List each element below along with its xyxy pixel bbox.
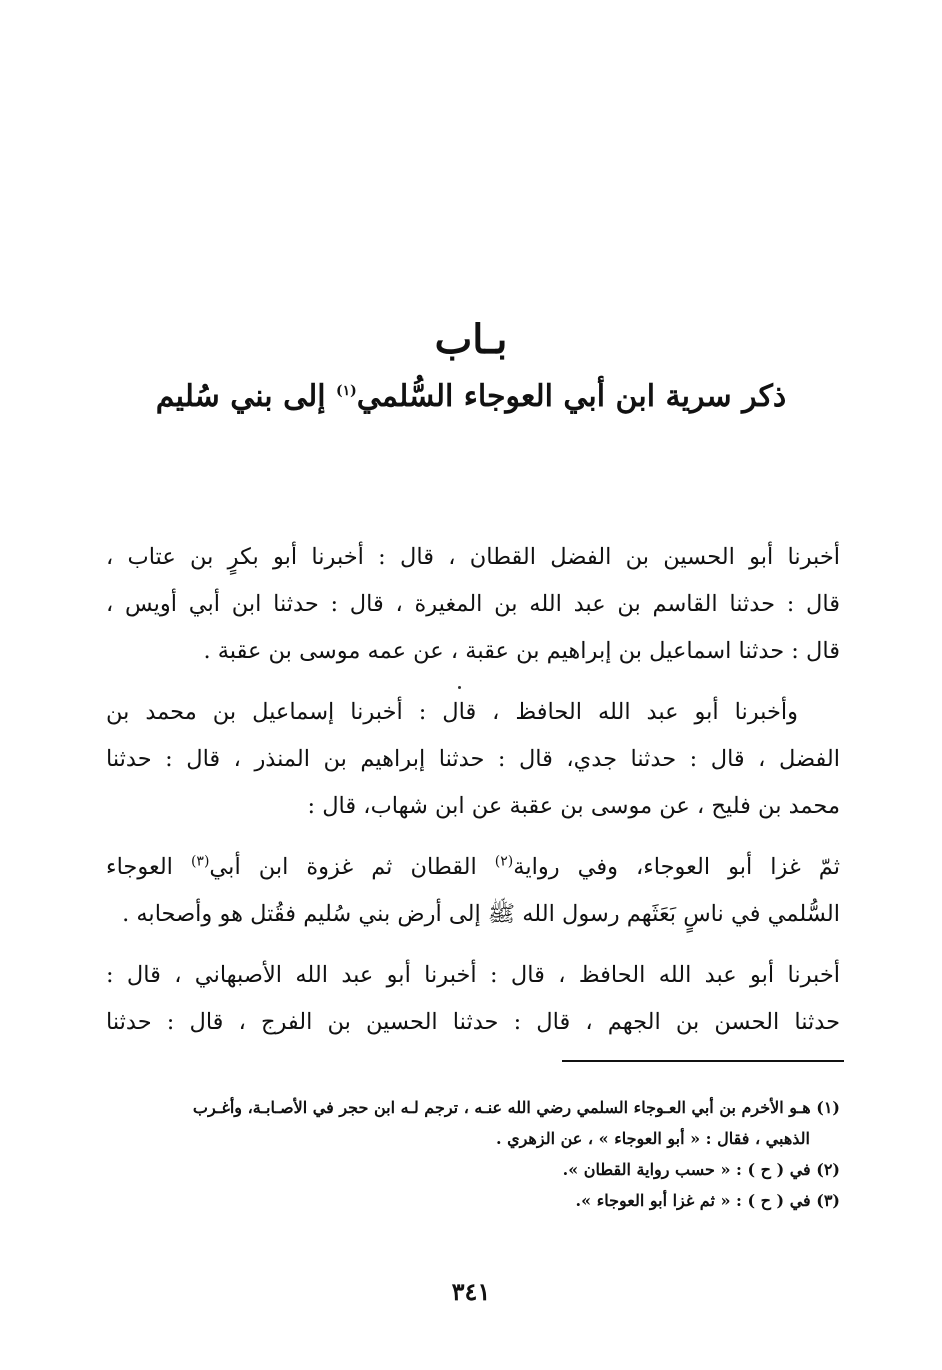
main-text — [106, 534, 840, 1060]
text-line: قال : حدثنا القاسم بن عبد الله بن المغيرة ، قال : حدثنا ابن أبي أويس ، — [106, 591, 840, 617]
footnote-ref-1[interactable]: (١) — [336, 383, 357, 399]
chapter-title — [100, 372, 842, 422]
chapter-title-text-end: إلى بني سُليم — [155, 379, 336, 414]
text-line: وأخبرنا أبو عبد الله الحافظ ، قال : أخبرنا إسماعيل بن محمد بن — [106, 699, 798, 725]
paragraph-2 — [106, 689, 840, 830]
ink-dot — [458, 686, 461, 689]
chapter-title-text-start: ذكر سرية ابن أبي العوجاء السُّلمي — [356, 379, 787, 414]
footnote-1-line-1: (١) هـو الأخرم بن أبي العـوجاء السلمي رضي الله عنـه ، ترجم لـه ابن حجر في الأصـابـة، وأغـرب — [192, 1098, 840, 1117]
footnote-2: (٢) في ( ح ) : « حسب رواية القطان ». — [562, 1160, 840, 1179]
text-segment: ثمّ غزا أبو العوجاء، وفي رواية — [513, 854, 840, 880]
footnote-1-line-2: الذهبي ، فقال : « أبو العوجاء » ، عن الزهري . — [495, 1129, 810, 1148]
text-line: الفضل ، قال : حدثنا جدي، قال : حدثنا إبراهيم بن المنذر ، قال : حدثنا — [106, 746, 840, 772]
footnote-ref-3[interactable]: (٣) — [190, 853, 210, 870]
chapter-label — [100, 312, 842, 368]
text-line: محمد بن فليح ، عن موسى بن عقبة عن ابن شهاب، قال : — [307, 793, 840, 819]
text-line — [106, 844, 840, 891]
text-line: حدثنا الحسن بن الجهم ، قال : حدثنا الحسين بن الفرج ، قال : حدثنا — [106, 1009, 840, 1035]
text-line: أخبرنا أبو الحسين بن الفضل القطان ، قال : أخبرنا أبو بكرٍ بن عتاب ، — [106, 544, 840, 570]
paragraph-3 — [106, 844, 840, 938]
footnotes — [106, 1092, 840, 1216]
paragraph-4 — [106, 952, 840, 1046]
text-segment: القطان ثم غزوة ابن أبي — [209, 854, 495, 880]
text-line: قال : حدثنا اسماعيل بن إبراهيم بن عقبة ، عن عمه موسى بن عقبة . — [203, 638, 840, 664]
text-segment: العوجاء — [106, 854, 191, 880]
text-line: أخبرنا أبو عبد الله الحافظ ، قال : أخبرنا أبو عبد الله الأصبهاني ، قال : — [106, 962, 840, 988]
footnote-separator — [562, 1060, 844, 1062]
footnote-3: (٣) في ( ح ) : « ثم غزا أبو العوجاء ». — [575, 1191, 840, 1210]
paragraph-1 — [106, 534, 840, 675]
text-line: السُّلمي في ناسٍ بَعَثَهم رسول الله ﷺ إلى أرض بني سُليم فقُتل هو وأصحابه . — [122, 901, 840, 927]
chapter-label-text: بـاب — [434, 316, 508, 363]
page-number: ٣٤١ — [451, 1277, 491, 1306]
footnote-1 — [106, 1092, 840, 1154]
footnote-ref-2[interactable]: (٢) — [494, 853, 514, 870]
